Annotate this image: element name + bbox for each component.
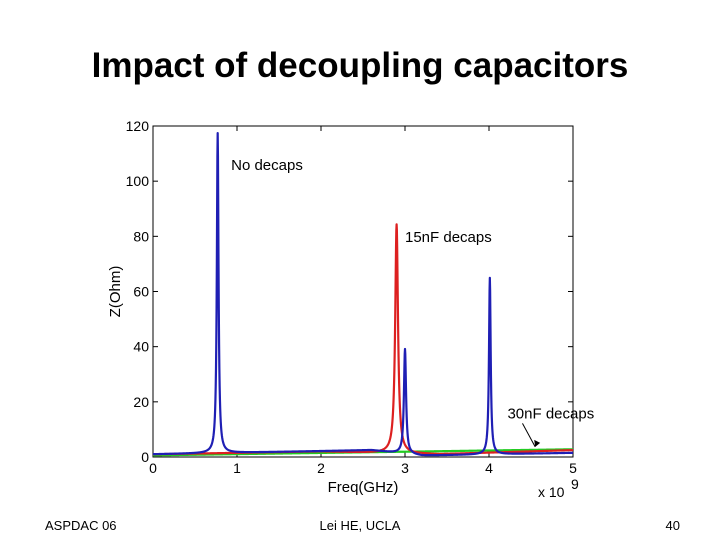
series-annotation-2: 30nF decaps — [507, 405, 595, 423]
page-number: 40 — [665, 518, 680, 533]
x-tick-label: 0 — [149, 460, 157, 476]
annotation-arrowhead — [534, 440, 540, 447]
x-multiplier: x 10 — [538, 484, 565, 500]
x-tick-label: 1 — [233, 460, 241, 476]
y-tick-label: 80 — [133, 228, 149, 245]
x-axis-label: Freq(GHz) — [327, 479, 399, 496]
slide-title: Impact of decoupling capacitors — [91, 46, 629, 85]
y-axis-label: Z(Ohm) — [107, 265, 124, 318]
x-tick-label: 5 — [569, 460, 577, 476]
series-annotation-0: No decaps — [231, 157, 303, 175]
x-tick-label: 4 — [485, 460, 493, 476]
y-tick-label: 60 — [133, 283, 149, 300]
footer-author: Lei HE, UCLA — [319, 518, 401, 533]
chart-annotations — [231, 157, 594, 447]
x-multiplier-exponent: 9 — [571, 476, 579, 492]
series-annotation-1: 15nF decaps — [405, 228, 492, 246]
x-tick-label: 3 — [401, 460, 409, 476]
y-tick-label: 120 — [125, 118, 149, 134]
y-tick-label: 40 — [133, 338, 149, 355]
y-tick-label: 20 — [133, 393, 149, 410]
chart-axes — [107, 118, 579, 500]
annotation-arrow — [522, 423, 535, 446]
x-tick-label: 2 — [317, 460, 325, 476]
footer-event: ASPDAC 06 — [45, 518, 117, 533]
y-tick-label: 0 — [141, 449, 149, 465]
y-tick-label: 100 — [125, 173, 149, 190]
